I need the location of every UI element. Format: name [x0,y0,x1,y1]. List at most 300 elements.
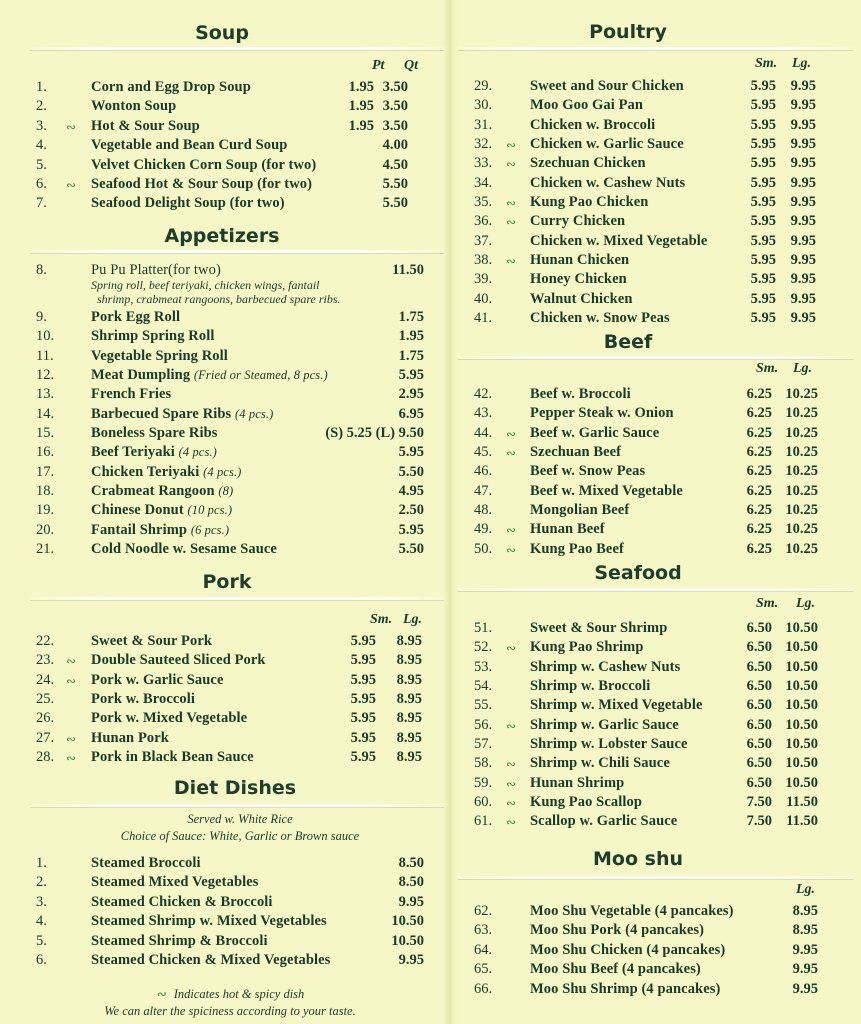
item-number: 20. [36,521,55,538]
beef-title: Beef [603,331,653,353]
spicy-icon: ∾ [155,987,166,1001]
item-number: 65. [474,961,493,978]
item-name: Shrimp w. Broccoli [530,678,651,694]
item-number: 5. [36,932,47,949]
item-price: 11.50 [392,262,424,278]
menu-item [474,291,834,310]
item-name: Chicken w. Mixed Vegetable [530,232,708,249]
menu-item [36,79,426,98]
item-price: 8.50 [398,855,424,871]
item-number: 11. [36,347,54,364]
menu-item [474,155,834,174]
price-small: 6.50 [746,697,772,714]
price-small: 5.95 [750,97,776,114]
price-large: 9.95 [790,78,816,94]
item-name: Chicken w. Cashew Nuts [530,174,686,191]
menu-item [474,97,834,116]
item-number: 59. [474,774,493,791]
menu-item [36,749,426,768]
menu-item [474,942,834,961]
menu-item [36,672,426,691]
item-number: 32. [474,136,493,152]
soup-title: Soup [195,22,249,44]
menu-item [474,659,834,678]
item-price: 9.95 [398,893,424,910]
item-number: 21. [36,541,55,557]
price-small: 5.95 [350,710,376,727]
price-large: 8.95 [396,710,422,727]
item-name: Shrimp w. Lobster Sauce [530,736,688,752]
menu-item [474,717,834,736]
spicy-icon: ∾ [506,157,517,172]
item-name: Scallop w. Garlic Sauce [530,813,678,830]
price-large: 9.95 [790,310,816,326]
menu-item [474,386,834,405]
pork-col-sm: Sm. [370,612,393,627]
item-name: Sweet & Sour Shrimp [530,620,668,636]
item-number: 6. [36,176,47,192]
item-number: 55. [474,697,493,714]
seafood-col-lg: Lg. [796,596,816,611]
item-number: 34. [474,174,493,191]
menu-item [474,922,834,941]
price-large: 11.50 [786,794,818,810]
spicy-icon: ∾ [506,426,517,441]
item-price: 8.95 [792,922,818,939]
spicy-icon: ∾ [66,119,77,134]
spicy-icon: ∾ [506,641,517,656]
price-small: 6.50 [746,774,772,791]
price-small: 1.95 [348,117,374,134]
item-name: Kung Pao Chicken [530,194,649,210]
item-number: 4. [36,137,47,154]
price-large: 3.50 [382,117,408,134]
item-price: 1.75 [398,309,424,325]
item-number: 52. [474,639,493,656]
menu-item [474,483,834,502]
price-small: 5.95 [350,691,376,707]
price-small: 5.95 [350,749,376,765]
price-large: 10.25 [785,482,818,499]
item-name: Shrimp w. Mixed Vegetable [530,697,703,714]
price-small: 1.95 [348,98,374,115]
price-small: 5.95 [750,213,776,230]
menu-item [474,813,834,832]
price-large: 10.50 [785,678,818,694]
menu-item [36,464,426,483]
spicy-icon: ∾ [66,654,77,669]
section-rule [30,47,444,50]
menu-item [474,775,834,794]
right-column [458,0,861,1024]
price-large: 10.50 [785,658,818,675]
item-number: 22. [36,633,55,649]
price-small: 6.25 [746,386,772,402]
item-name: Sweet & Sour Pork [91,633,213,649]
item-name: Hunan Chicken [530,252,630,268]
item-number: 26. [36,710,55,727]
menu-item [36,894,426,913]
menu-item [474,697,834,716]
item-name: Pork w. Mixed Vegetable [91,710,248,727]
spicy-icon: ∾ [506,446,517,460]
item-number: 40. [474,290,493,307]
item-name: Pork in Black Bean Sauce [91,749,254,765]
menu-item [474,175,834,194]
price-small: 6.25 [746,502,772,518]
price-large: 9.95 [790,174,816,191]
price-small: 5.95 [750,194,776,210]
item-number: 51. [474,620,493,636]
price-large: 5.50 [382,195,408,212]
pork-title: Pork [202,571,252,593]
spicy-footnote [0,987,460,1002]
poultry-col-lg: Lg. [792,56,812,71]
item-number: 8. [36,262,47,278]
poultry-title: Poultry [589,21,667,43]
item-name: Hunan Beef [530,521,605,538]
menu-item [36,157,426,176]
menu-item [474,736,834,755]
mooshu-col-lg: Lg. [796,882,816,897]
item-name: Boneless Spare Ribs [91,425,218,441]
price-large: 10.50 [785,697,818,714]
menu-item [36,195,426,214]
price-small: 5.95 [750,155,776,172]
menu-item [36,710,426,729]
menu-item [474,444,834,463]
item-name: Chicken w. Snow Peas [530,310,670,326]
price-large: 9.95 [790,97,816,114]
menu-item [474,194,834,213]
price-small: 5.95 [350,633,376,649]
menu-item [36,933,426,952]
item-name: Steamed Broccoli [91,855,201,871]
item-name: Velvet Chicken Corn Soup (for two) [91,156,317,173]
menu-item [36,730,426,749]
menu-item [36,483,426,502]
section-rule [458,356,853,359]
item-name: Chicken w. Broccoli [530,116,656,133]
item-name: Cold Noodle w. Sesame Sauce [91,541,277,557]
item-number: 24. [36,671,55,688]
item-name: Moo Shu Shrimp (4 pancakes) [530,980,721,997]
item-name: Pork w. Garlic Sauce [91,671,224,688]
item-name [91,406,273,423]
item-number: 61. [474,813,493,830]
item-name: Walnut Chicken [530,290,633,307]
menu-item [474,981,834,1000]
price-small: 7.50 [746,813,772,830]
item-number: 19. [36,502,55,519]
item-name-text: Barbecued Spare Ribs [91,405,232,422]
section-rule [30,804,444,807]
price-large: 10.25 [785,405,818,422]
menu-item [36,652,426,671]
price-large: 4.00 [382,137,408,154]
item-price: 1.95 [398,328,424,345]
item-name: Moo Shu Vegetable (4 pancakes) [530,903,734,919]
menu-item [36,98,426,117]
item-name: Steamed Shrimp & Broccoli [91,932,268,949]
item-price: 2.50 [398,502,424,519]
item-number: 14. [36,405,55,422]
price-large: 10.50 [785,755,818,772]
spiciness-note: We can alter the spiciness according to your taste. [104,1004,356,1018]
item-number: 27. [36,729,55,746]
item-number: 45. [474,444,493,460]
diet-sauce-note: Choice of Sauce: White, Garlic or Brown sauce [120,829,360,843]
price-large: 5.50 [382,176,408,192]
price-large: 9.95 [790,136,816,152]
menu-item [36,328,426,347]
item-name: Shrimp w. Garlic Sauce [530,716,679,733]
item-number: 49. [474,521,493,538]
price-large: 8.95 [396,749,422,765]
spicy-icon: ∾ [506,542,517,557]
price-large: 10.25 [785,463,818,480]
menu-item [474,252,834,271]
price-small: 5.95 [750,252,776,268]
menu-item [36,691,426,710]
price-large: 9.95 [790,290,816,307]
price-small: 6.50 [746,755,772,772]
menu-item [474,794,834,813]
beef-col-sm: Sm. [756,361,779,376]
item-name-text: Crabmeat Rangoon [91,483,215,499]
diet-served-note: Served w. White Rice [187,812,293,826]
item-name: Double Sauteed Sliced Pork [91,652,266,669]
item-price: 2.95 [398,386,424,403]
price-large: 9.95 [790,116,816,133]
item-name: Wonton Soup [91,98,177,115]
item-name-text: Chicken Teriyaki [91,463,200,480]
item-name: Szechuan Beef [530,444,622,460]
item-note: (4 pcs.) [178,445,217,460]
item-name: Beef w. Mixed Vegetable [530,482,683,499]
price-small: 7.50 [746,794,772,810]
item-name: Hunan Pork [91,729,169,746]
item-name: Steamed Chicken & Mixed Vegetables [91,952,331,968]
item-name: Steamed Mixed Vegetables [91,874,259,891]
item-number: 58. [474,755,493,772]
price-large: 10.50 [785,736,818,752]
item-note: (10 pcs.) [187,503,233,518]
seafood-title: Seafood [594,562,682,584]
item-number: 4. [36,913,47,930]
spicy-icon: ∾ [66,178,77,192]
section-rule [458,47,853,50]
price-large: 9.95 [790,232,816,249]
item-name: Vegetable and Bean Curd Soup [91,137,288,154]
menu-item [474,78,834,97]
item-number: 6. [36,952,47,968]
item-number: 60. [474,794,493,810]
spicy-icon: ∾ [506,718,517,733]
menu-item [474,755,834,774]
menu-item [474,903,834,922]
item-number: 25. [36,691,55,707]
price-small: 5.95 [350,729,376,746]
spicy-footnote-text: Indicates hot & spicy dish [173,987,305,1001]
item-number: 37. [474,232,493,249]
menu-item [36,874,426,893]
item-number: 38. [474,252,493,268]
price-small: 5.95 [750,310,776,326]
price-large: 10.50 [785,639,818,656]
menu-item [36,348,426,367]
item-number: 2. [36,874,47,891]
poultry-col-sm: Sm. [755,56,778,71]
mooshu-title: Moo shu [593,848,683,870]
item-number: 23. [36,652,55,669]
appetizers-title: Appetizers [164,225,280,247]
item-name: Beef w. Broccoli [530,386,631,402]
item-name: Steamed Shrimp w. Mixed Vegetables [91,913,327,930]
price-large: 9.95 [790,155,816,172]
spicy-icon: ∾ [506,757,517,772]
item-price: (S) 5.25 (L) 9.50 [325,425,424,441]
price-small: 5.95 [750,116,776,133]
price-large: 10.50 [785,774,818,791]
item-name: Pu Pu Platter(for two) [91,262,221,278]
pupu-description-line-2: shrimp, crabmeat rangoons, barbecued spare ribs. [97,292,341,306]
item-name: Chicken w. Garlic Sauce [530,136,684,152]
item-number: 5. [36,156,47,173]
beef-col-lg: Lg. [793,361,813,376]
price-small: 6.50 [746,620,772,636]
price-large: 10.25 [785,386,818,402]
spicy-icon: ∾ [506,796,517,810]
item-name: Kung Pao Beef [530,540,624,557]
menu-item [474,136,834,155]
item-number: 46. [474,463,493,480]
item-price: 4.95 [398,483,424,499]
price-small: 6.25 [746,424,772,441]
item-name: Pork Egg Roll [91,309,181,325]
item-name: Curry Chicken [530,213,626,230]
item-number: 57. [474,736,493,752]
item-number: 35. [474,194,493,210]
item-name-text: Meat Dumpling [91,367,191,383]
menu-item [36,913,426,932]
item-name: Beef w. Garlic Sauce [530,424,660,441]
price-small: 5.95 [750,232,776,249]
menu-item [36,522,426,541]
spicy-icon: ∾ [506,776,517,791]
item-name: Seafood Hot & Sour Soup (for two) [91,176,313,192]
price-small: 5.95 [350,652,376,669]
item-number: 47. [474,482,493,499]
soup-col-pt: Pt [372,58,385,73]
price-small: 6.50 [746,716,772,733]
seafood-col-sm: Sm. [756,596,779,611]
spicy-icon: ∾ [66,673,77,688]
item-number: 9. [36,309,47,325]
item-name-text: Fantail Shrimp [91,521,188,538]
price-large: 10.50 [785,716,818,733]
item-number: 63. [474,922,493,939]
menu-item [474,961,834,980]
item-number: 7. [36,195,47,212]
item-price: 6.95 [398,405,424,422]
price-small: 5.95 [350,671,376,688]
spicy-icon: ∾ [66,751,77,765]
item-number: 18. [36,483,55,499]
item-price: 5.95 [398,521,424,538]
price-small: 6.50 [746,736,772,752]
item-name: Shrimp Spring Roll [91,328,215,345]
item-number: 64. [474,941,493,958]
item-price: 5.50 [398,541,424,557]
spicy-icon: ∾ [506,196,517,210]
price-large: 9.95 [790,194,816,210]
price-small: 6.50 [746,678,772,694]
price-large: 10.25 [785,444,818,460]
menu-item [36,541,426,560]
item-note: (4 pcs.) [235,406,274,421]
item-name: Kung Pao Shrimp [530,639,644,656]
item-name: Szechuan Chicken [530,155,646,172]
price-large: 8.95 [396,633,422,649]
price-small: 6.25 [746,405,772,422]
item-name [91,502,232,519]
item-name: Moo Goo Gai Pan [530,97,644,114]
menu-item [36,502,426,521]
item-price: 9.95 [792,980,818,997]
section-rule [30,250,444,253]
item-price: 9.95 [398,952,424,968]
item-number: 30. [474,97,493,114]
item-number: 15. [36,425,55,441]
item-number: 10. [36,328,55,345]
item-number: 50. [474,540,493,557]
item-name: Pepper Steak w. Onion [530,405,674,422]
price-small: 6.25 [746,444,772,460]
item-note: (4 pcs.) [203,464,242,479]
item-name: Steamed Chicken & Broccoli [91,893,273,910]
menu-item [474,117,834,136]
menu-item [36,309,426,328]
item-name: Mongolian Beef [530,502,630,518]
item-name [91,483,233,500]
item-number: 12. [36,367,55,383]
item-number: 33. [474,155,493,172]
price-large: 8.95 [396,671,422,688]
price-large: 9.95 [790,213,816,230]
item-number: 16. [36,444,55,461]
menu-item [474,639,834,658]
price-small: 5.95 [750,174,776,191]
menu-item [36,176,426,195]
price-large: 3.50 [382,98,408,115]
item-number: 53. [474,658,493,675]
page-fold [444,0,458,1024]
item-price: 9.95 [792,961,818,978]
price-small: 6.25 [746,482,772,499]
price-small: 5.95 [750,136,776,152]
spicy-icon: ∾ [506,138,517,152]
menu-item [36,406,426,425]
item-name: Corn and Egg Drop Soup [91,79,251,95]
menu-item [474,213,834,232]
menu-item [474,521,834,540]
item-number: 54. [474,678,493,694]
item-number: 42. [474,386,493,402]
price-large: 10.25 [785,502,818,518]
menu-item [474,425,834,444]
item-name: Moo Shu Beef (4 pancakes) [530,961,701,978]
